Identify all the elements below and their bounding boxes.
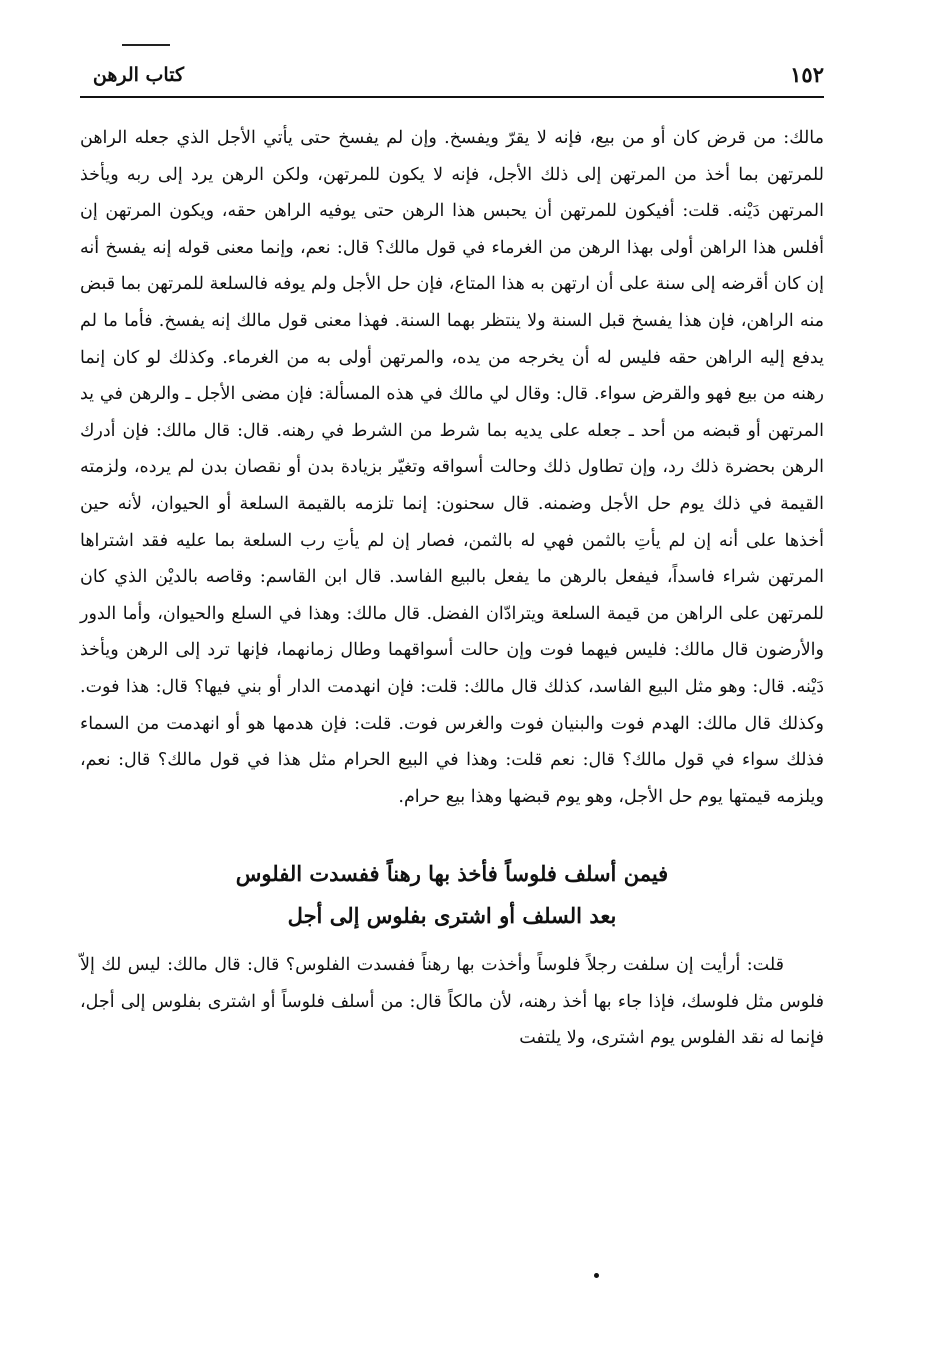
body-paragraph-2: قلت: أرأيت إن سلفت رجلاً فلوساً وأخذت بها رهناً ففسدت الفلوس؟ قال: قال مالك: ليس لك إلاّ فلوس مثل فلوسك، فإذا جاء بها أخذ رهنه، لأن مالكاً قال: من أسلف فلوساً أو اشترى بفلوس إلى أجل، فإنما له نقد الفلوس يوم اشترى، ولا يلتفت [80,955,824,1049]
top-edge-mark [122,44,170,46]
body-paragraph-1: مالك: من قرض كان أو من بيع، فإنه لا يقرّ ويفسخ. وإن لم يفسخ حتى يأتي الأجل الذي جعله الراهن للمرتهن بما أخذ من المرتهن إلى ذلك الأجل، فإنه لا يكون للمرتهن، ولكن الرهن يرد إلى ربه ويأخذ المرتهن دَيْنه. قلت: أفيكون للمرتهن أن يحبس هذا الرهن حتى يوفيه الراهن حقه، ويكون المرتهن إن أفلس هذا الراهن أولى بهذا الرهن من الغرماء في قول مالك؟ قال: نعم، وإنما معنى قوله إنه يفسخ أنه إن كان أقرضه إلى سنة على أن ارتهن به هذا المتاع، فإن حل الأجل ولم يوفه فالسلعة للمرتهن بما قبض منه الراهن، فإن هذا يفسخ قبل السنة ولا ينتظر بهما السنة. فهذا معنى قول مالك إنه يفسخ. فأما ما لم يدفع إليه الراهن حقه فليس له أن يخرجه من يده، والمرتهن أولى به من الغرماء. وكذلك لو كان إنما رهنه من بيع فهو والقرض سواء. قال: وقال لي مالك في هذه المسألة: فإن مضى الأجل ـ والرهن في يد المرتهن أو قبضه من أحد ـ جعله على يديه بما شرط من الشرط في رهنه. قال: قال مالك: فإن أدرك الرهن بحضرة ذلك رد، وإن تطاول ذلك وحالت أسواقه وتغيّر بزيادة بدن أو نقصان بدن لم يرده، ولزمته القيمة في ذلك يوم حل الأجل وضمنه. قال سحنون: إنما تلزمه بالقيمة السلعة أو الحيوان، لأنه حين أخذها على أنه إن لم يأتِ بالثمن فهي له بالثمن، فصار إن لم يأتِ رب السلعة بما عليه فقد اشتراها المرتهن شراء فاسداً، فيفعل بالرهن ما يفعل بالبيع الفاسد. قال ابن القاسم: وقاصه بالديْن الذي كان للمرتهن على الراهن من قيمة السلعة ويترادّان الفضل. قال مالك: وهذا في السلع والحيوان، وأما الدور والأرضون قال مالك: فليس فيهما فوت وإن حالت أسواقهما وطال زمانهما، فإنها ترد إلى الرهن ويأخذ دَيْنه. قال: وهو مثل البيع الفاسد، كذلك قال مالك: قلت: فإن انهدمت الدار أو بني فيها؟ قال: هذا فوت. وكذلك قال مالك: الهدم فوت والبنيان فوت والغرس فوت. قلت: فإن هدمها هو أو انهدمت من السماء فذلك سواء في قول مالك؟ قال: نعم قلت: وهذا في البيع الحرام مثل هذا في قول مالك؟ قال: نعم، ويلزمه قيمتها يوم حل الأجل، وهو يوم قبضها وهذا بيع حرام. [80,128,824,807]
running-header [80,64,824,98]
header-rule [80,96,824,98]
bottom-dot-mark [594,1273,599,1278]
section-heading [80,853,824,937]
section-heading-line-1: فيمن أسلف فلوساً فأخذ بها رهناً ففسدت الفلوس [235,861,669,887]
page-number: ١٥٢ [790,62,824,87]
running-head-title: كتاب الرهن [92,64,184,86]
section-heading-line-2: بعد السلف أو اشترى بفلوس إلى أجل [287,903,617,929]
main-text [80,120,824,1057]
